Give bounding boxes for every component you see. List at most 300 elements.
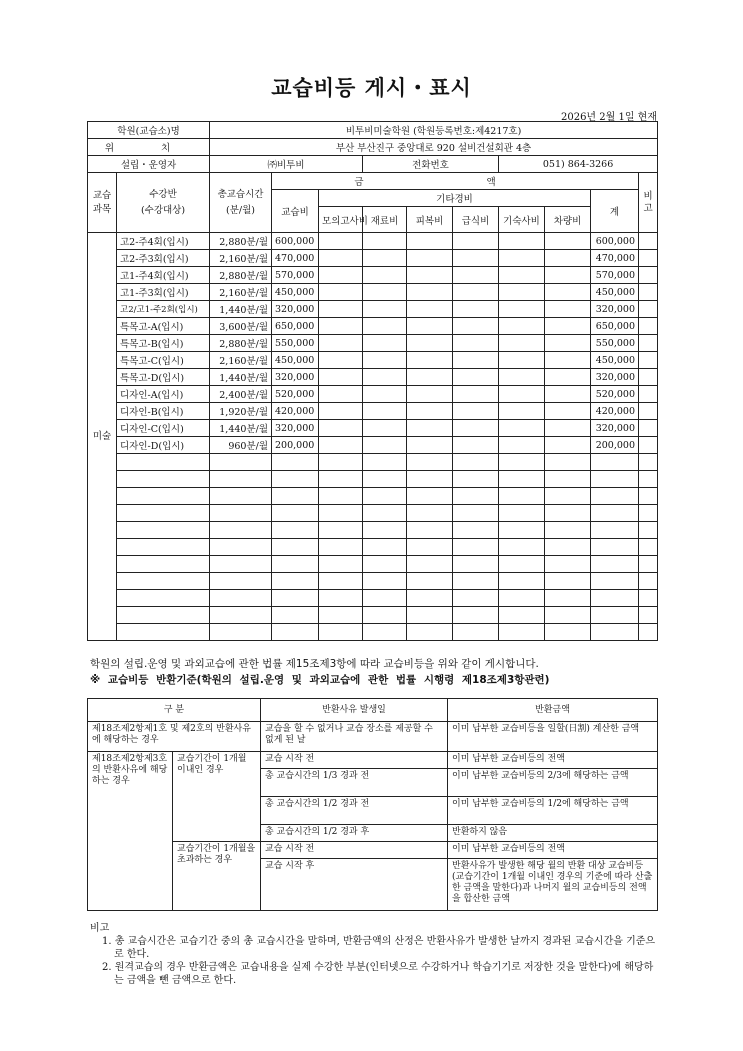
other-expense-cell <box>363 318 407 335</box>
tuition-cell <box>272 590 319 607</box>
other-expense-cell <box>407 556 453 573</box>
other-expense-cell <box>453 607 499 624</box>
course-cell <box>117 488 210 505</box>
other-expense-cell <box>499 556 545 573</box>
tuition-cell: 570,000 <box>272 267 319 284</box>
remarks-cell <box>639 437 658 454</box>
refund-amount: 반환하지 않음 <box>448 825 658 842</box>
hours-cell: 1,440분/월 <box>210 369 272 386</box>
total-cell: 450,000 <box>591 284 639 301</box>
other-expense-cell <box>453 250 499 267</box>
course-cell <box>117 624 210 641</box>
total-cell: 650,000 <box>591 318 639 335</box>
other-expense-cell <box>407 454 453 471</box>
tuition-cell: 520,000 <box>272 386 319 403</box>
course-cell <box>117 556 210 573</box>
total-cell <box>591 590 639 607</box>
subject-cell: 미술 <box>88 233 117 641</box>
other-expense-cell <box>545 471 591 488</box>
course-cell: 고2/고1-주2회(입시) <box>117 301 210 318</box>
hours-cell <box>210 454 272 471</box>
remarks-cell <box>639 386 658 403</box>
other-expense-cell <box>363 607 407 624</box>
other-expense-cell <box>499 607 545 624</box>
other-expense-cell <box>363 403 407 420</box>
hours-cell <box>210 539 272 556</box>
subject-header: 교습과목 <box>88 173 117 233</box>
other-expense-cell <box>499 590 545 607</box>
tuition-cell: 320,000 <box>272 420 319 437</box>
refund-standard-title: ※ 교습비등 반환기준(학원의 설립.운영 및 과외교습에 관한 법률 시행령 제18조제3항관련) <box>90 674 550 686</box>
table-row <box>88 250 658 267</box>
total-cell: 420,000 <box>591 403 639 420</box>
total-cell <box>591 539 639 556</box>
table-row <box>88 454 658 471</box>
total-cell: 200,000 <box>591 437 639 454</box>
other-expense-cell <box>363 335 407 352</box>
remarks-cell <box>639 301 658 318</box>
course-cell: 고2-주4회(입시) <box>117 233 210 250</box>
other-expense-cell <box>363 437 407 454</box>
other-expense-cell <box>545 454 591 471</box>
refund-occurrence-header: 반환사유 발생일 <box>261 699 448 722</box>
other-expense-cell <box>407 267 453 284</box>
total-cell: 470,000 <box>591 250 639 267</box>
other-expense-cell <box>407 573 453 590</box>
table-row <box>88 318 658 335</box>
other-expense-cell <box>453 454 499 471</box>
other-expense-cell <box>453 624 499 641</box>
tuition-cell: 420,000 <box>272 403 319 420</box>
total-cell: 520,000 <box>591 386 639 403</box>
total-cell: 600,000 <box>591 233 639 250</box>
other-expense-cell <box>319 318 363 335</box>
other-expense-cell <box>319 369 363 386</box>
course-cell: 특목고-C(입시) <box>117 352 210 369</box>
remarks-cell <box>639 352 658 369</box>
remarks-cell <box>639 403 658 420</box>
other-expense-cell <box>407 539 453 556</box>
refund-occurrence: 교습 시작 전 <box>261 842 448 859</box>
phone-value: 051) 864-3266 <box>499 156 658 173</box>
hours-cell: 1,440분/월 <box>210 301 272 318</box>
table-row <box>88 403 658 420</box>
other-expenses-header: 기타경비 <box>319 190 591 207</box>
tuition-cell: 550,000 <box>272 335 319 352</box>
other-expense-cell <box>545 284 591 301</box>
other-item-header: 차량비 <box>545 207 591 233</box>
course-cell: 특목고-D(입시) <box>117 369 210 386</box>
other-expense-cell <box>453 488 499 505</box>
tuition-cell <box>272 607 319 624</box>
remarks-cell <box>639 607 658 624</box>
refund-occurrence: 교습 시작 후 <box>261 859 448 911</box>
other-item-header: 기숙사비 <box>499 207 545 233</box>
other-expense-cell <box>363 471 407 488</box>
other-expense-cell <box>499 420 545 437</box>
hours-cell <box>210 573 272 590</box>
amount-header: 금 액 <box>272 173 639 190</box>
table-row <box>88 335 658 352</box>
table-row <box>88 352 658 369</box>
other-expense-cell <box>319 301 363 318</box>
other-expense-cell <box>319 250 363 267</box>
hours-cell: 1,920분/월 <box>210 403 272 420</box>
total-cell <box>591 471 639 488</box>
location-label: 위 치 <box>88 139 210 156</box>
other-expense-cell <box>453 352 499 369</box>
refund-subcategory: 교습기간이 1개월을 초과하는 경우 <box>173 842 261 911</box>
tuition-cell <box>272 505 319 522</box>
other-expense-cell <box>407 301 453 318</box>
course-cell <box>117 522 210 539</box>
hours-cell <box>210 488 272 505</box>
refund-amount-header: 반환금액 <box>448 699 658 722</box>
hours-cell <box>210 556 272 573</box>
remarks-header: 비고 <box>639 173 658 233</box>
tuition-cell <box>272 573 319 590</box>
course-cell: 고2-주3회(입시) <box>117 250 210 267</box>
tuition-cell: 650,000 <box>272 318 319 335</box>
notice-text: 학원의 설립.운영 및 과외교습에 관한 법률 제15조제3항에 따라 교습비등을 위와 같이 게시합니다. <box>90 658 539 670</box>
refund-table <box>87 698 658 911</box>
table-row <box>88 420 658 437</box>
other-expense-cell <box>453 522 499 539</box>
total-cell: 320,000 <box>591 420 639 437</box>
other-expense-cell <box>363 556 407 573</box>
refund-occurrence: 총 교습시간의 1/2 경과 후 <box>261 825 448 842</box>
other-expense-cell <box>407 369 453 386</box>
other-expense-cell <box>319 573 363 590</box>
other-expense-cell <box>407 403 453 420</box>
other-expense-cell <box>319 539 363 556</box>
refund-category: 제18조제2항제1호 및 제2호의 반환사유에 해당하는 경우 <box>88 722 261 752</box>
course-cell: 특목고-B(입시) <box>117 335 210 352</box>
tuition-cell <box>272 624 319 641</box>
hours-cell: 960분/월 <box>210 437 272 454</box>
other-expense-cell <box>545 590 591 607</box>
other-expense-cell <box>499 267 545 284</box>
other-expense-cell <box>453 590 499 607</box>
tuition-cell: 320,000 <box>272 301 319 318</box>
table-row <box>88 471 658 488</box>
course-cell <box>117 590 210 607</box>
other-expense-cell <box>545 267 591 284</box>
other-expense-cell <box>545 624 591 641</box>
total-cell: 550,000 <box>591 335 639 352</box>
other-expense-cell <box>545 607 591 624</box>
other-expense-cell <box>407 284 453 301</box>
other-expense-cell <box>319 403 363 420</box>
founder-label: 설립・운영자 <box>88 156 210 173</box>
other-expense-cell <box>319 505 363 522</box>
hours-cell <box>210 590 272 607</box>
remarks-cell <box>639 624 658 641</box>
remarks-cell <box>639 369 658 386</box>
remarks-cell <box>639 420 658 437</box>
remarks-cell <box>639 488 658 505</box>
other-expense-cell <box>545 505 591 522</box>
other-expense-cell <box>545 335 591 352</box>
other-expense-cell <box>499 369 545 386</box>
other-expense-cell <box>319 437 363 454</box>
total-cell: 570,000 <box>591 267 639 284</box>
hours-cell: 2,160분/월 <box>210 250 272 267</box>
table-row <box>88 539 658 556</box>
hours-cell <box>210 471 272 488</box>
remarks-cell <box>639 284 658 301</box>
other-expense-cell <box>499 284 545 301</box>
other-expense-cell <box>363 539 407 556</box>
total-cell: 320,000 <box>591 369 639 386</box>
other-expense-cell <box>499 335 545 352</box>
other-expense-cell <box>407 420 453 437</box>
course-cell: 디자인-C(입시) <box>117 420 210 437</box>
other-expense-cell <box>453 267 499 284</box>
other-expense-cell <box>407 335 453 352</box>
other-expense-cell <box>545 488 591 505</box>
total-cell <box>591 624 639 641</box>
other-expense-cell <box>363 301 407 318</box>
course-cell <box>117 539 210 556</box>
other-expense-cell <box>453 420 499 437</box>
other-expense-cell <box>545 250 591 267</box>
other-expense-cell <box>545 403 591 420</box>
course-cell <box>117 505 210 522</box>
total-cell: 320,000 <box>591 301 639 318</box>
other-expense-cell <box>407 386 453 403</box>
remarks-cell <box>639 471 658 488</box>
course-header-sub: (수강대상) <box>140 204 186 216</box>
remarks-cell <box>639 335 658 352</box>
refund-amount: 이미 납부한 교습비등의 2/3에 해당하는 금액 <box>448 769 658 797</box>
academy-label: 학원(교습소)명 <box>88 122 210 139</box>
tuition-cell <box>272 539 319 556</box>
other-expense-cell <box>319 607 363 624</box>
other-expense-cell <box>499 573 545 590</box>
other-expense-cell <box>319 335 363 352</box>
other-expense-cell <box>545 437 591 454</box>
table-row <box>88 233 658 250</box>
total-cell <box>591 488 639 505</box>
remarks-cell <box>639 590 658 607</box>
other-expense-cell <box>319 522 363 539</box>
other-expense-cell <box>319 454 363 471</box>
hours-cell: 1,440분/월 <box>210 420 272 437</box>
table-row <box>88 284 658 301</box>
hours-cell <box>210 624 272 641</box>
other-expense-cell <box>363 420 407 437</box>
tuition-cell <box>272 522 319 539</box>
other-item-header: 모의고사비 <box>319 207 363 233</box>
other-expense-cell <box>363 386 407 403</box>
other-expense-cell <box>319 352 363 369</box>
other-expense-cell <box>363 233 407 250</box>
other-expense-cell <box>363 267 407 284</box>
other-expense-cell <box>545 420 591 437</box>
other-expense-cell <box>545 233 591 250</box>
remarks-cell <box>639 454 658 471</box>
other-expense-cell <box>363 624 407 641</box>
table-row <box>88 386 658 403</box>
other-expense-cell <box>499 233 545 250</box>
note-item: 1. 총 교습시간은 교습기간 중의 총 교습시간을 말하며, 반환금액의 산정은 반환사유가 발생한 날까지 경과된 교습시간을 기준으로 한다. <box>102 936 656 960</box>
notes-label: 비고 <box>90 923 110 934</box>
remarks-cell <box>639 573 658 590</box>
other-expense-cell <box>499 403 545 420</box>
table-row <box>88 369 658 386</box>
total-cell <box>591 556 639 573</box>
tuition-cell <box>272 556 319 573</box>
hours-cell <box>210 607 272 624</box>
total-cell <box>591 454 639 471</box>
course-cell <box>117 573 210 590</box>
other-expense-cell <box>545 539 591 556</box>
total-cell <box>591 505 639 522</box>
other-expense-cell <box>499 505 545 522</box>
other-expense-cell <box>363 284 407 301</box>
posting-date: 2026년 2월 1일 현재 <box>560 112 657 123</box>
tuition-header: 교습비 <box>272 190 319 233</box>
refund-occurrence: 교습 시작 전 <box>261 752 448 769</box>
tuition-cell <box>272 454 319 471</box>
other-expense-cell <box>363 522 407 539</box>
other-expense-cell <box>363 573 407 590</box>
course-header-label: 수강반 <box>149 188 177 200</box>
remarks-cell <box>639 233 658 250</box>
other-expense-cell <box>545 318 591 335</box>
other-expense-cell <box>319 267 363 284</box>
other-expense-cell <box>407 590 453 607</box>
refund-category-header: 구 분 <box>88 699 261 722</box>
hours-cell: 2,880분/월 <box>210 267 272 284</box>
hours-cell: 2,880분/월 <box>210 335 272 352</box>
other-expense-cell <box>453 573 499 590</box>
other-expense-cell <box>407 488 453 505</box>
remarks-cell <box>639 267 658 284</box>
table-row <box>88 267 658 284</box>
table-row <box>88 607 658 624</box>
table-row <box>88 437 658 454</box>
remarks-cell <box>639 539 658 556</box>
other-expense-cell <box>319 284 363 301</box>
other-expense-cell <box>499 318 545 335</box>
other-expense-cell <box>453 539 499 556</box>
tuition-cell: 200,000 <box>272 437 319 454</box>
course-cell: 고1-주3회(입시) <box>117 284 210 301</box>
tuition-cell: 450,000 <box>272 352 319 369</box>
table-row <box>88 488 658 505</box>
tuition-table <box>87 121 658 641</box>
other-expense-cell <box>545 301 591 318</box>
tuition-cell: 600,000 <box>272 233 319 250</box>
note-item: 2. 원격교습의 경우 반환금액은 교습내용을 실제 수강한 부분(인터넷으로 수강하거나 학습기기로 저장한 것을 말한다)에 해당하는 금액을 뺀 금액으로 한다. <box>102 962 654 986</box>
course-header <box>117 173 210 233</box>
course-cell <box>117 607 210 624</box>
total-cell <box>591 573 639 590</box>
table-row <box>88 505 658 522</box>
other-expense-cell <box>319 556 363 573</box>
other-expense-cell <box>453 403 499 420</box>
other-expense-cell <box>453 284 499 301</box>
table-row <box>88 301 658 318</box>
page-title: 교습비등 게시・표시 <box>271 76 472 100</box>
other-expense-cell <box>499 522 545 539</box>
other-item-header: 재료비 <box>363 207 407 233</box>
other-expense-cell <box>363 590 407 607</box>
other-expense-cell <box>407 505 453 522</box>
other-expense-cell <box>407 607 453 624</box>
total-header: 계 <box>591 190 639 233</box>
tuition-cell <box>272 488 319 505</box>
other-expense-cell <box>545 386 591 403</box>
other-expense-cell <box>407 233 453 250</box>
other-expense-cell <box>407 624 453 641</box>
total-cell: 450,000 <box>591 352 639 369</box>
remarks-cell <box>639 522 658 539</box>
other-expense-cell <box>363 505 407 522</box>
other-expense-cell <box>499 301 545 318</box>
other-expense-cell <box>499 488 545 505</box>
other-item-header: 급식비 <box>453 207 499 233</box>
other-expense-cell <box>319 624 363 641</box>
other-expense-cell <box>319 386 363 403</box>
refund-category: 제18조제2항제3호의 반환사유에 해당하는 경우 <box>88 752 173 911</box>
other-expense-cell <box>319 590 363 607</box>
other-expense-cell <box>499 454 545 471</box>
other-expense-cell <box>453 301 499 318</box>
other-expense-cell <box>499 539 545 556</box>
table-row <box>88 590 658 607</box>
table-row <box>88 624 658 641</box>
hours-cell <box>210 505 272 522</box>
other-expense-cell <box>453 335 499 352</box>
other-expense-cell <box>499 352 545 369</box>
other-expense-cell <box>545 352 591 369</box>
hours-cell: 2,160분/월 <box>210 284 272 301</box>
other-expense-cell <box>453 369 499 386</box>
tuition-cell: 320,000 <box>272 369 319 386</box>
other-expense-cell <box>545 522 591 539</box>
table-row <box>88 522 658 539</box>
course-cell: 디자인-D(입시) <box>117 437 210 454</box>
hours-cell: 2,880분/월 <box>210 233 272 250</box>
location-value: 부산 부산진구 중앙대로 920 설비건설회관 4층 <box>210 139 658 156</box>
other-expense-cell <box>499 386 545 403</box>
other-expense-cell <box>499 471 545 488</box>
course-cell <box>117 471 210 488</box>
other-expense-cell <box>319 488 363 505</box>
tuition-cell: 450,000 <box>272 284 319 301</box>
course-cell: 디자인-A(입시) <box>117 386 210 403</box>
other-expense-cell <box>499 250 545 267</box>
phone-label: 전화번호 <box>363 156 499 173</box>
other-expense-cell <box>453 386 499 403</box>
other-expense-cell <box>407 352 453 369</box>
course-cell: 특목고-A(입시) <box>117 318 210 335</box>
other-expense-cell <box>453 471 499 488</box>
refund-occurrence: 총 교습시간의 1/2 경과 전 <box>261 797 448 825</box>
other-expense-cell <box>363 369 407 386</box>
other-expense-cell <box>407 250 453 267</box>
refund-amount: 반환사유가 발생한 해당 월의 반환 대상 교습비등(교습기간이 1개월 이내인 경우의 기준에 따라 산출한 금액을 말한다)과 나머지 월의 교습비등의 전액을 합산한 금액 <box>448 859 658 911</box>
hours-cell: 2,160분/월 <box>210 352 272 369</box>
hours-cell: 2,400분/월 <box>210 386 272 403</box>
refund-amount: 이미 납부한 교습비등의 전액 <box>448 752 658 769</box>
other-expense-cell <box>499 437 545 454</box>
total-cell <box>591 522 639 539</box>
other-expense-cell <box>319 233 363 250</box>
